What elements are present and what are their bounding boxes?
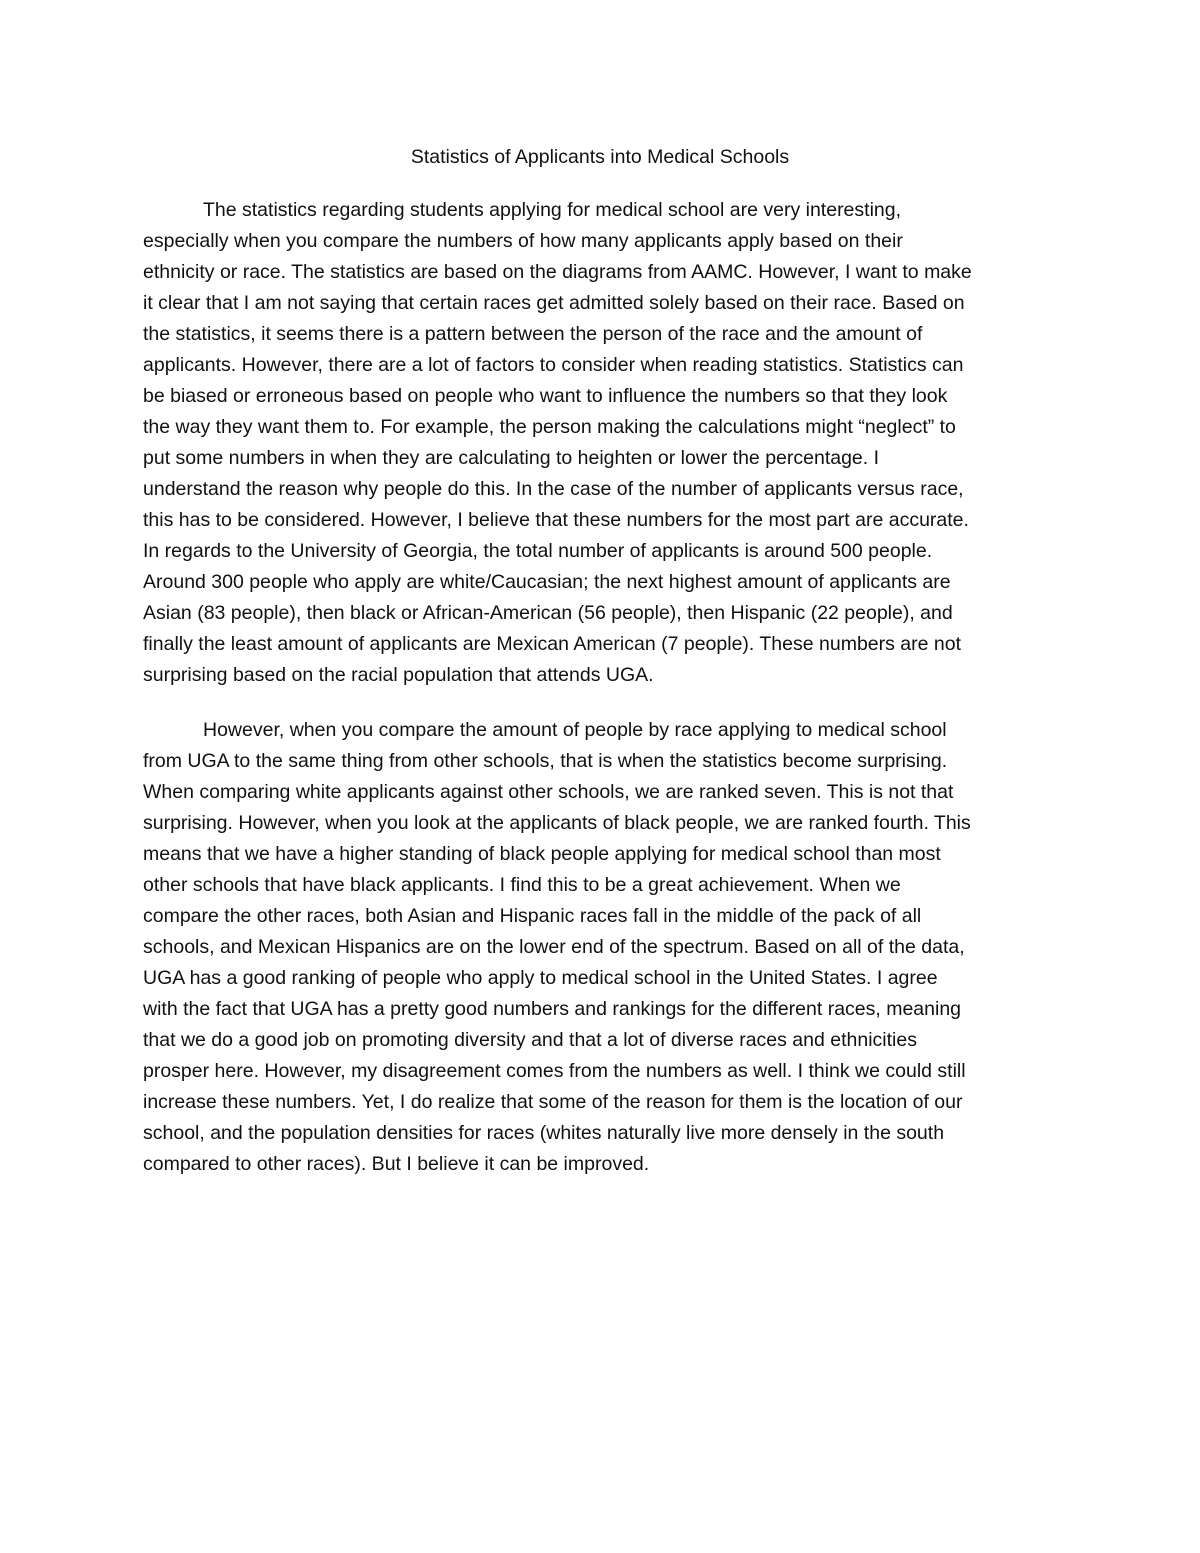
text-line: school, and the population densities for races (whites naturally live more densely in the south — [143, 1122, 945, 1144]
text-line: Asian (83 people), then black or African-American (56 people), then Hispanic (22 people), and — [143, 602, 953, 624]
text-line: that we do a good job on promoting diversity and that a lot of diverse races and ethnicities — [143, 1029, 917, 1051]
text-line: with the fact that UGA has a pretty good numbers and rankings for the different races, meaning — [143, 998, 962, 1020]
text-line: compared to other races). But I believe it can be improved. — [143, 1153, 650, 1175]
paragraph-2 — [143, 715, 1057, 1180]
text-line: ethnicity or race. The statistics are based on the diagrams from AAMC. However, I want to make — [143, 261, 972, 283]
text-line: finally the least amount of applicants are Mexican American (7 people). These numbers are not — [143, 633, 962, 655]
text-line: The statistics regarding students applying for medical school are very interesting, — [203, 199, 902, 221]
text-line: surprising. However, when you look at the applicants of black people, we are ranked fourth. This — [143, 812, 971, 834]
text-line: increase these numbers. Yet, I do realize that some of the reason for them is the location of our — [143, 1091, 963, 1113]
text-line: the statistics, it seems there is a pattern between the person of the race and the amount of — [143, 323, 923, 345]
text-line: When comparing white applicants against other schools, we are ranked seven. This is not that — [143, 781, 954, 803]
text-line: especially when you compare the numbers of how many applicants apply based on their — [143, 230, 903, 252]
text-line: prosper here. However, my disagreement comes from the numbers as well. I think we could still — [143, 1060, 966, 1082]
text-line: surprising based on the racial population that attends UGA. — [143, 664, 654, 686]
text-line: However, when you compare the amount of people by race applying to medical school — [203, 719, 947, 741]
text-line: be biased or erroneous based on people who want to influence the numbers so that they look — [143, 385, 948, 407]
text-line: schools, and Mexican Hispanics are on the lower end of the spectrum. Based on all of the data, — [143, 936, 965, 958]
text-line: means that we have a higher standing of black people applying for medical school than most — [143, 843, 941, 865]
text-line: this has to be considered. However, I believe that these numbers for the most part are accurate. — [143, 509, 969, 531]
text-line: understand the reason why people do this. In the case of the number of applicants versus race, — [143, 478, 964, 500]
text-line: compare the other races, both Asian and Hispanic races fall in the middle of the pack of all — [143, 905, 922, 927]
text-line: the way they want them to. For example, the person making the calculations might “neglect” to — [143, 416, 956, 438]
text-line: other schools that have black applicants. I find this to be a great achievement. When we — [143, 874, 901, 896]
paragraph-1 — [143, 195, 1057, 691]
document-title: Statistics of Applicants into Medical Schools — [410, 146, 790, 168]
text-line: from UGA to the same thing from other schools, that is when the statistics become surprising. — [143, 750, 948, 772]
text-line: it clear that I am not saying that certain races get admitted solely based on their race. Based on — [143, 292, 965, 314]
text-line: applicants. However, there are a lot of factors to consider when reading statistics. Statistics can — [143, 354, 964, 376]
text-line: Around 300 people who apply are white/Caucasian; the next highest amount of applicants are — [143, 571, 951, 593]
text-line: UGA has a good ranking of people who apply to medical school in the United States. I agree — [143, 967, 938, 989]
text-line: In regards to the University of Georgia, the total number of applicants is around 500 people. — [143, 540, 933, 562]
text-line: put some numbers in when they are calculating to heighten or lower the percentage. I — [143, 447, 880, 469]
